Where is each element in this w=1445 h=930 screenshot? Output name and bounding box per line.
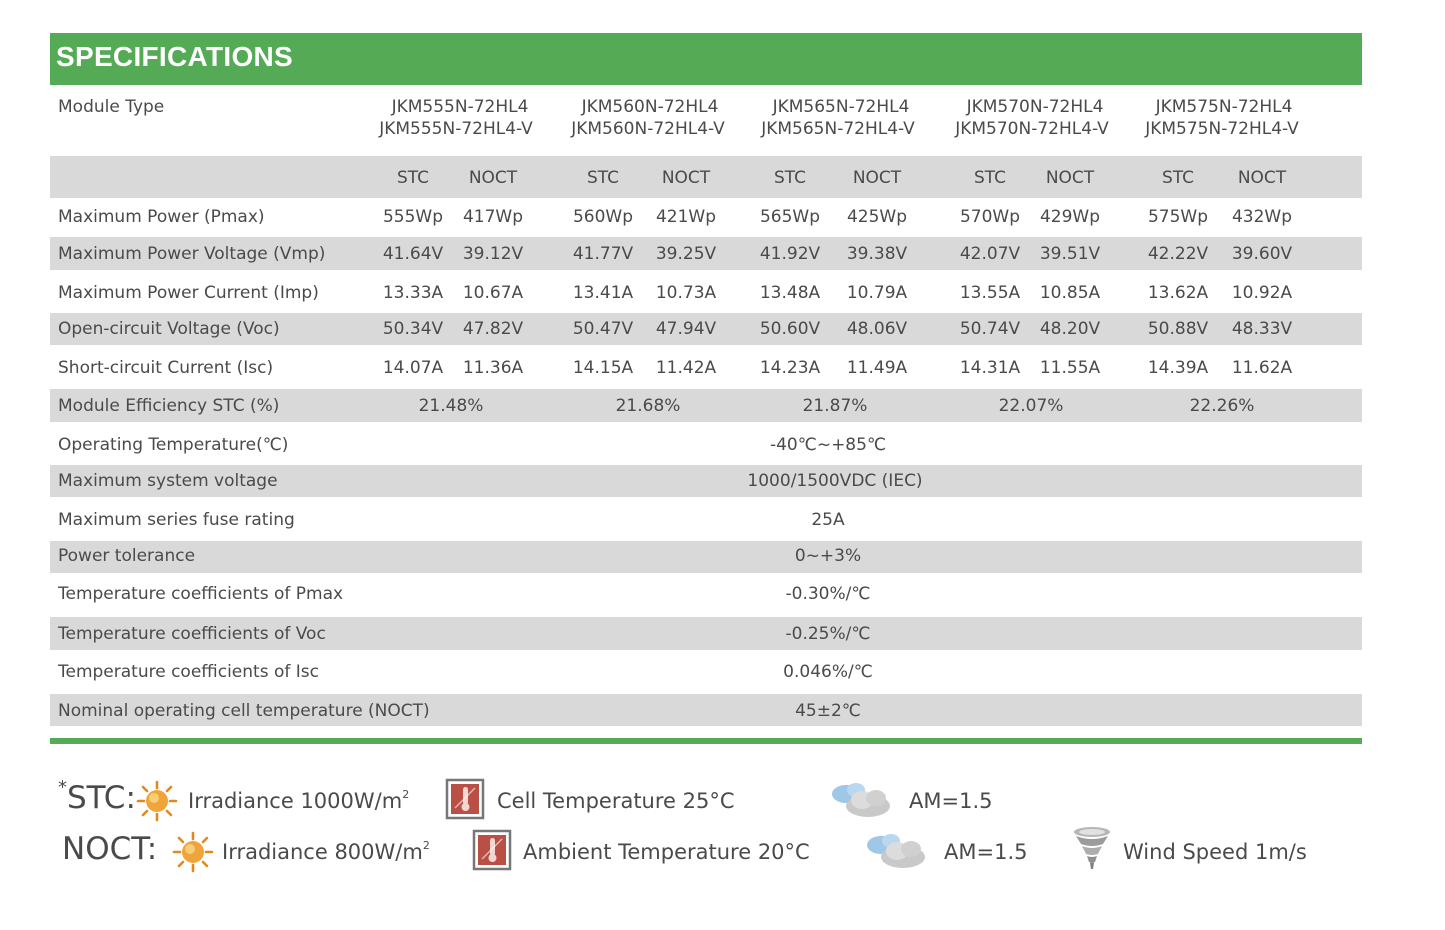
noct-wind-speed: Wind Speed 1m/s bbox=[1123, 840, 1307, 864]
asterisk: * bbox=[58, 776, 67, 798]
row-label: Module Type bbox=[58, 97, 165, 117]
spec-row-voc bbox=[50, 313, 1362, 345]
row-label: Maximum series fuse rating bbox=[58, 510, 295, 530]
noct-value: 10.79A bbox=[846, 283, 908, 303]
noct-value: 10.67A bbox=[462, 283, 524, 303]
stc-value: 50.74V bbox=[959, 319, 1021, 339]
model-name: JKM565N-72HL4-V bbox=[761, 119, 915, 139]
exponent: 2 bbox=[402, 788, 410, 801]
stc-cell-temperature: Cell Temperature 25°C bbox=[497, 789, 735, 813]
noct-value: 417Wp bbox=[462, 207, 524, 227]
row-label: Short-circuit Current (Isc) bbox=[58, 358, 274, 378]
table-bottom-rule bbox=[50, 738, 1362, 744]
row-label: Temperature coefficients of Isc bbox=[58, 662, 319, 682]
noct-value: 432Wp bbox=[1231, 207, 1293, 227]
stc-value: 50.34V bbox=[382, 319, 444, 339]
noct-legend-heading: NOCT: bbox=[62, 831, 158, 867]
noct-value: 47.94V bbox=[655, 319, 717, 339]
noct-header: NOCT bbox=[852, 168, 902, 188]
spec-row-fuse-rating bbox=[50, 500, 1362, 538]
noct-header: NOCT bbox=[468, 168, 518, 188]
stc-value: 565Wp bbox=[759, 207, 821, 227]
row-label: Temperature coefficients of Voc bbox=[58, 624, 326, 644]
noct-value: 11.49A bbox=[846, 358, 908, 378]
noct-ambient-temperature: Ambient Temperature 20°C bbox=[523, 840, 810, 864]
noct-irradiance bbox=[222, 840, 430, 864]
stc-value: 50.60V bbox=[759, 319, 821, 339]
row-label: Maximum Power Voltage (Vmp) bbox=[58, 244, 326, 264]
spec-value: -0.30%/℃ bbox=[785, 584, 871, 604]
row-label: Operating Temperature(℃) bbox=[58, 435, 289, 455]
spec-row-operating-temp bbox=[50, 426, 1362, 464]
row-label: Maximum system voltage bbox=[58, 471, 278, 491]
condition-subheader bbox=[50, 156, 1362, 198]
model-name: JKM575N-72HL4-V bbox=[1145, 119, 1299, 139]
stc-value: 13.33A bbox=[382, 283, 444, 303]
stc-header: STC bbox=[1161, 168, 1195, 188]
stc-value: 14.23A bbox=[759, 358, 821, 378]
spec-value: 45±2℃ bbox=[795, 701, 861, 721]
row-label: Module Efficiency STC (%) bbox=[58, 396, 280, 416]
spec-value: 25A bbox=[811, 510, 845, 530]
spec-row-temp-coef-pmax bbox=[50, 576, 1362, 614]
sun-icon bbox=[172, 831, 214, 873]
spec-row-temp-coef-isc bbox=[50, 653, 1362, 691]
irradiance-text: Irradiance 1000W/m bbox=[188, 789, 403, 813]
spec-row-isc bbox=[50, 349, 1362, 387]
thermometer-icon bbox=[472, 829, 512, 871]
efficiency-value: 22.07% bbox=[998, 396, 1064, 416]
row-label: Temperature coefficients of Pmax bbox=[58, 584, 344, 604]
noct-header: NOCT bbox=[1237, 168, 1287, 188]
noct-value: 11.42A bbox=[655, 358, 717, 378]
stc-irradiance bbox=[188, 789, 409, 813]
stc-header: STC bbox=[973, 168, 1007, 188]
efficiency-value: 21.87% bbox=[802, 396, 868, 416]
efficiency-value: 22.26% bbox=[1189, 396, 1255, 416]
noct-value: 39.38V bbox=[846, 244, 908, 264]
noct-value: 11.62A bbox=[1231, 358, 1293, 378]
row-label: Open-circuit Voltage (Voc) bbox=[58, 319, 280, 339]
section-title: SPECIFICATIONS bbox=[56, 41, 294, 72]
row-label: Maximum Power (Pmax) bbox=[58, 207, 265, 227]
stc-value: 14.07A bbox=[382, 358, 444, 378]
noct-value: 39.12V bbox=[462, 244, 524, 264]
stc-value: 14.15A bbox=[572, 358, 634, 378]
cloud-icon bbox=[828, 780, 894, 820]
stc-value: 570Wp bbox=[959, 207, 1021, 227]
model-name: JKM555N-72HL4-V bbox=[379, 119, 533, 139]
stc-value: 50.47V bbox=[572, 319, 634, 339]
spec-row-efficiency bbox=[50, 389, 1362, 422]
efficiency-value: 21.68% bbox=[615, 396, 681, 416]
stc-value: 41.77V bbox=[572, 244, 634, 264]
stc-header: STC bbox=[773, 168, 807, 188]
noct-value: 39.60V bbox=[1231, 244, 1293, 264]
irradiance-text: Irradiance 800W/m bbox=[222, 840, 423, 864]
model-name: JKM565N-72HL4 bbox=[772, 97, 910, 117]
noct-value: 425Wp bbox=[846, 207, 908, 227]
stc-value: 13.41A bbox=[572, 283, 634, 303]
stc-label: STC: bbox=[67, 780, 136, 816]
model-name: JKM560N-72HL4 bbox=[581, 97, 719, 117]
noct-value: 10.92A bbox=[1231, 283, 1293, 303]
noct-value: 11.36A bbox=[462, 358, 524, 378]
model-name: JKM575N-72HL4 bbox=[1155, 97, 1293, 117]
model-name: JKM570N-72HL4-V bbox=[955, 119, 1109, 139]
specifications-header bbox=[50, 33, 1362, 85]
spec-value: 0.046%/℃ bbox=[783, 662, 873, 682]
spec-value: 1000/1500VDC (IEC) bbox=[747, 471, 923, 491]
noct-value: 39.25V bbox=[655, 244, 717, 264]
sun-icon bbox=[136, 780, 178, 822]
cloud-icon bbox=[863, 831, 929, 871]
noct-header: NOCT bbox=[661, 168, 711, 188]
stc-air-mass: AM=1.5 bbox=[909, 789, 993, 813]
row-label: Power tolerance bbox=[58, 546, 196, 566]
stc-value: 575Wp bbox=[1147, 207, 1209, 227]
stc-value: 13.55A bbox=[959, 283, 1021, 303]
noct-value: 421Wp bbox=[655, 207, 717, 227]
module-type-row bbox=[50, 88, 1362, 152]
spec-row-temp-coef-voc bbox=[50, 617, 1362, 650]
row-label: Nominal operating cell temperature (NOCT) bbox=[58, 701, 430, 721]
spec-row-imp bbox=[50, 273, 1362, 311]
spec-value: 0~+3% bbox=[794, 546, 862, 566]
spec-row-vmp bbox=[50, 237, 1362, 270]
stc-header: STC bbox=[396, 168, 430, 188]
tornado-wind-icon bbox=[1072, 826, 1112, 870]
stc-legend-heading bbox=[58, 776, 136, 816]
efficiency-value: 21.48% bbox=[418, 396, 484, 416]
spec-value: -40℃~+85℃ bbox=[769, 435, 887, 455]
noct-value: 48.20V bbox=[1039, 319, 1101, 339]
noct-value: 48.33V bbox=[1231, 319, 1293, 339]
stc-header: STC bbox=[586, 168, 620, 188]
stc-value: 50.88V bbox=[1147, 319, 1209, 339]
thermometer-icon bbox=[445, 778, 485, 820]
row-label: Maximum Power Current (Imp) bbox=[58, 283, 319, 303]
stc-value: 560Wp bbox=[572, 207, 634, 227]
noct-value: 11.55A bbox=[1039, 358, 1101, 378]
stc-value: 14.39A bbox=[1147, 358, 1209, 378]
stc-value: 42.22V bbox=[1147, 244, 1209, 264]
stc-value: 41.92V bbox=[759, 244, 821, 264]
stc-value: 555Wp bbox=[382, 207, 444, 227]
noct-value: 429Wp bbox=[1039, 207, 1101, 227]
noct-value: 10.73A bbox=[655, 283, 717, 303]
stc-value: 13.62A bbox=[1147, 283, 1209, 303]
noct-value: 47.82V bbox=[462, 319, 524, 339]
spec-row-power-tolerance bbox=[50, 541, 1362, 573]
exponent: 2 bbox=[422, 839, 430, 852]
stc-value: 42.07V bbox=[959, 244, 1021, 264]
noct-value: 48.06V bbox=[846, 319, 908, 339]
noct-value: 10.85A bbox=[1039, 283, 1101, 303]
stc-value: 13.48A bbox=[759, 283, 821, 303]
spec-row-noct bbox=[50, 694, 1362, 726]
model-name: JKM560N-72HL4-V bbox=[571, 119, 725, 139]
model-name: JKM555N-72HL4 bbox=[391, 97, 529, 117]
spec-value: -0.25%/℃ bbox=[785, 624, 871, 644]
model-name: JKM570N-72HL4 bbox=[966, 97, 1104, 117]
noct-air-mass: AM=1.5 bbox=[944, 840, 1028, 864]
noct-value: 39.51V bbox=[1039, 244, 1101, 264]
spec-row-pmax bbox=[50, 198, 1362, 236]
stc-value: 14.31A bbox=[959, 358, 1021, 378]
spec-row-system-voltage bbox=[50, 465, 1362, 497]
stc-value: 41.64V bbox=[382, 244, 444, 264]
noct-header: NOCT bbox=[1045, 168, 1095, 188]
